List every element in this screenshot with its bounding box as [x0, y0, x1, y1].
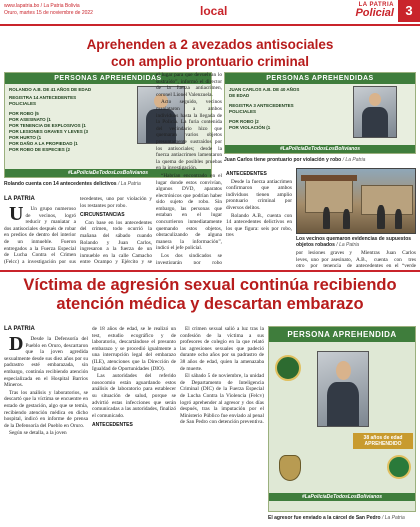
paragraph: “Habrían encontrado en el lugar donde estos convivían, algunos DVD, aparatos electrónicos que podrían haber sido sujeto de robo. Sin embargo, las personas que estaban en el lugar concurrieron inmediatamente quemando estos objetos, obstaculizando de alguna manera la información”, indicó el jefe policial. [156, 172, 222, 252]
profile-line: POR ASESINATO (1 [9, 117, 51, 122]
story1-headline-line2: con amplio prontuario criminal [110, 54, 310, 69]
story2-headline-line1: Víctima de agresión sexual continúa recibiendo [23, 276, 397, 294]
paragraph: Desde la fuerza antiacrimen confirmaron que ambos individuos tienen amplio prontuario criminal por diversos delitos. [226, 178, 292, 211]
profile-card-title: PERSONAS APREHENDIDAS [225, 73, 415, 84]
paragraph: Mientras Juan Carlos A.B., cuenta con tres antecedentes en el “verde [356, 250, 416, 268]
profile-line: POR VIOLACIÓN (1 [229, 125, 271, 130]
profile-line: POR ROBO (5 [9, 111, 39, 116]
police-shield-emblem [275, 355, 301, 381]
paragraph: U Un grupo numeroso de vecinos, logró reducir y maniatar a dos antisociales después de robar en predios de dentro del interior de un inmueble. Fueron entregados a la Fuerza Especial de Lucha Contra el Crimen (Felcc) a investigación por sus [4, 206, 76, 264]
profile-line: POR ROBO (2 [229, 119, 259, 124]
photo-caption: Los vecinos quemaron evidencias de supuestos objetos robados / La Patria [296, 236, 412, 248]
profile-hashtag: #LaPolicíaDeTodosLosBolivianos [269, 493, 415, 501]
story2-byline: LA PATRIA [4, 326, 35, 332]
felcv-emblem [279, 455, 301, 481]
profile-line: POLICIALES [229, 109, 257, 114]
brand-main: Policial [355, 7, 394, 19]
profile-line: POR ROBO DE ESPECIES (2 [9, 147, 71, 152]
page-number: 3 [398, 0, 420, 22]
story1-col3 [156, 72, 222, 264]
paragraph: El crimen sexual salió a luz tras la confesión de la víctima a sus profesores de colegio en la que relató las agresiones sexuales que padeció durante ocho años por su padrastro de 38 años de edad, quien la amenazaba de muerte. [180, 326, 264, 372]
profile-line: REGISTRA 3 ANTECEDENTES [229, 103, 294, 108]
paragraph: Tras los análisis y laboratorios, se descartó que la víctima se encuentre en estado de gestación, algo que se temía, recibiendo atención médica en dicho hospital, indicó en informe de prensa de la Defensoría del Pueblo en Oruro. [4, 389, 88, 429]
header-date: Oruro, martes 15 de noviembre de 2022 [4, 10, 93, 16]
profile-line: REGISTRA 14 ANTECEDENTES [9, 95, 77, 100]
mugshot-photo [317, 351, 369, 427]
neighbors-scene-photo [296, 168, 416, 234]
profile-hashtag: #LaPolicíaDeTodosLosBolivianos [5, 169, 211, 177]
paragraph: Acto seguido, vecinos maniataron a ambos individuos hasta la llegada de la Policía. La furia contenida del vecindario hizo que quemaran varios objetos presuntamente sustraídos por los antisociales; desde la fuerza antiacrimen lamentaron la quema de posibles pruebas en la investigación. [156, 99, 222, 172]
subheading: ANTECEDENTES [226, 171, 267, 177]
paragraph: por lesiones graves y leves, uno por asesinato, otro por tenencia de [296, 250, 352, 268]
profile-line: POR TENENCIA DE EXPLOSIVOS (1 [9, 123, 86, 128]
subheading: CIRCUNSTANCIAS [80, 212, 125, 219]
mugshot-photo [353, 86, 397, 138]
profile-line: JUAN CARLOS A.B. DE 40 AÑOS [229, 87, 300, 92]
profile-card-body [225, 84, 415, 144]
paragraph: Según se detalla, a la joven [9, 430, 67, 437]
profile-hashtag: #LaPolicíaDeTodosLosBolivianos [225, 145, 415, 153]
story2-col1 [4, 336, 88, 524]
story1-col2 [80, 196, 152, 264]
profile-line: POR LESIONES GRAVES Y LEVES (3 [9, 129, 89, 134]
paragraph: Los dos sindicados se investigarán por robo [156, 253, 222, 264]
story1-headline [6, 36, 414, 70]
bolivia-emblem [387, 455, 411, 479]
profile-card-juan-carlos [224, 72, 416, 154]
page-header [0, 0, 420, 26]
profile-card-title: PERSONAS APREHENDIDAS [5, 73, 211, 84]
brand-logo [355, 2, 394, 18]
story1-col1 [4, 206, 76, 264]
profile-line: ROLANDO A.B. DE 41 AÑOS DE EDAD [9, 87, 92, 92]
story1-byline: LA PATRIA [4, 196, 35, 202]
photo-caption: Rolando cuenta con 14 antecedentes delictivos / La Patria [4, 181, 141, 187]
drop-cap: D [9, 336, 24, 355]
section-divider [0, 270, 420, 272]
brand-top: LA PATRIA [358, 2, 394, 8]
paragraph: tecedentes, uno por violación y los restantes por robo. [80, 196, 152, 209]
photo-caption: Juan Carlos tiene prontuario por violación y robo / La Patria [224, 157, 366, 163]
paragraph: D Desde la Defensoría del Pueblo en Oruro, descartaron que la joven agredida sexualmente desde sus diez años por su padrastro esté embarazada, sin embargo, continúa recibiendo atención especializada en el Hospital Barrios Mineros. [4, 336, 88, 389]
paragraph: Rolando A.B., cuenta con 14 antecedentes delictivos en los que figura: seis por robo, tres [226, 212, 292, 239]
story2-headline-line2: atención médica y descartan embarazo [56, 295, 364, 313]
subheading: ANTECEDENTES [92, 422, 133, 429]
story2-headline [4, 276, 416, 314]
story1-col5 [296, 250, 352, 268]
profile-card-title: PERSONA APREHENDIDA [269, 327, 415, 342]
header-meta [4, 3, 93, 17]
section-title: local [200, 4, 228, 18]
header-website[interactable]: www.lapatria.bo / La Patria Bolivia [4, 3, 80, 9]
profile-card-aggressor [268, 326, 416, 512]
drop-cap: U [9, 206, 24, 225]
paragraph: Con base en los antecedentes del crimen, todo ocurrió la mañana del sábado cuando Rolando y Juan Carlos, ingresaron a la fuerza de un inmueble en la calle Camacho entre Ocampo y Ejército y se [80, 219, 152, 264]
paragraph: de 18 años de edad, se le realizó un test, estudio ecográfico y de laboratorio, descartándose el presunto embarazo y se procedió igualmente a una interrupción legal del embarazo (ILE), atenciones que la Dirección de Igualdad de Oportunidades (DIO). [92, 326, 176, 372]
profile-line: POR HURTO (1 [9, 135, 42, 140]
paragraph: el lugar para que devuelvan lo sustraído”, informó el director de la fuerza antiacrimen, coronel Lionel Valenzuela. [156, 72, 222, 98]
story2-col2 [92, 326, 176, 524]
age-badge: 38 años de edad APREHENDIDO [353, 433, 413, 449]
story1-col6 [356, 250, 416, 268]
profile-line: DE EDAD [229, 93, 250, 98]
story1-headline-line1: Aprehenden a 2 avezados antisociales [86, 37, 334, 52]
profile-line: POLICIALES [9, 101, 37, 106]
photo-caption: El agresor fue enviado a la cárcel de San Pedro / La Patria [268, 515, 405, 521]
story2-col3 [180, 326, 264, 524]
paragraph: El sábado 5 de noviembre, la unidad de Departamento de Inteligencia Criminal (DIC) de la Fuerza Especial de Lucha Contra la Violencia (Felcv) logró aprehender al agresor y dos días después, tras la imputación por el Ministerio Público fue enviado al penal de San Pedro con detención preventiva. [180, 373, 264, 426]
paragraph: Las autoridades del referido nosocomio están aguardando estos análisis de laboratorio para establecer su situación de salud, porque se advirtió estas infecciones que serán comunicadas a las autoridades, finalizó el comunicado. [92, 373, 176, 419]
story1-col4 [226, 168, 292, 264]
profile-line: POR DAÑO A LA PROPIEDAD (1 [9, 141, 78, 146]
